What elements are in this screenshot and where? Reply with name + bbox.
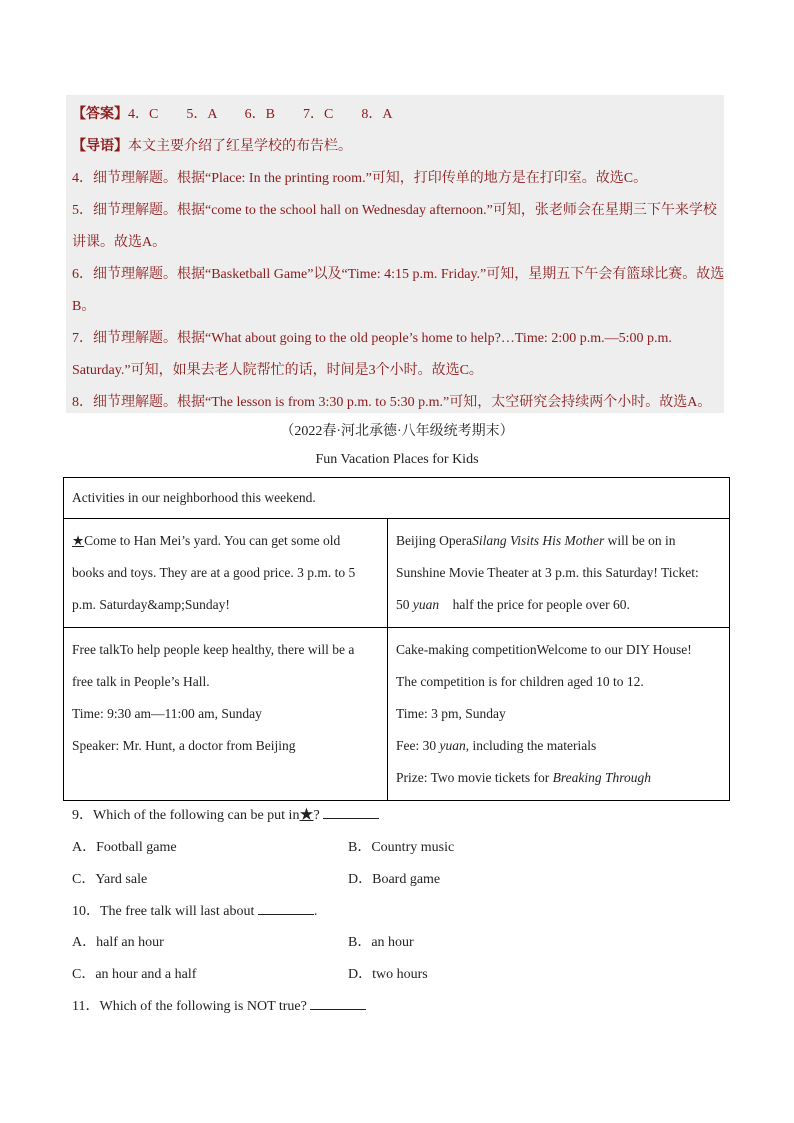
cake-prize: Prize: Two movie tickets for: [396, 770, 553, 785]
yard-line-2: books and toys. They are at a good price. 3 p.m. to 5: [72, 565, 356, 580]
answer-items: 4．C 5．A 6．B 7．C 8．A: [128, 107, 393, 122]
opera-line-2: Sunshine Movie Theater at 3 p.m. this Saturday! Ticket:: [396, 565, 699, 580]
opera-discount: half the price for people over 60.: [439, 597, 630, 612]
question-source: （2022春·河北承德·八年级统考期末）: [280, 424, 514, 439]
q10-stem: 10．The free talk will last about: [72, 904, 258, 919]
q9-option-b: B．Country music: [348, 840, 455, 855]
q10-option-b: B．an hour: [348, 935, 414, 950]
q9-option-d: D．Board game: [348, 872, 441, 887]
yard-sale-cell: [64, 519, 388, 628]
notice-table: [63, 477, 730, 801]
opera-line-1: [396, 525, 721, 557]
guide-tag: 【导语】: [72, 139, 128, 154]
answer-blank: [258, 902, 314, 915]
cake-competition-cell: [388, 628, 730, 801]
explanation-6: 6．细节理解题。根据“Basketball Game”以及“Time: 4:15 p.m. Friday.”可知，星期五下午会有篮球比赛。故选: [72, 267, 725, 282]
explanation-4: 4．细节理解题。根据“Place: In the printing room.”可知，打印传单的地方是在打印室。故选C。: [72, 171, 648, 186]
q10-stem-end: .: [313, 904, 318, 919]
explanation-7-cont: Saturday.”可知，如果去老人院帮忙的话，时间是3个小时。故选C。: [72, 363, 483, 378]
star-icon: ★: [72, 533, 85, 548]
cake-movie-title: Breaking Through: [552, 770, 652, 785]
q9-option-c: C．Yard sale: [72, 872, 148, 887]
cake-line-4: [396, 730, 721, 762]
question-10: [72, 900, 317, 920]
talk-line-1: Free talkTo help people keep healthy, there will be a: [72, 642, 355, 657]
yard-text-1: Come to Han Mei’s yard. You can get some old: [84, 533, 341, 548]
talk-line-4: Speaker: Mr. Hunt, a doctor from Beijing: [72, 738, 296, 753]
q10-option-a: A．half an hour: [72, 935, 164, 950]
q9-stem: 9．Which of the following can be put in: [72, 808, 300, 823]
cake-line-3: Time: 3 pm, Sunday: [396, 706, 506, 721]
answer-blank: [323, 806, 379, 819]
opera-title: Silang Visits His Mother: [472, 533, 605, 548]
answer-blank: [310, 997, 366, 1010]
explanation-6-cont: B。: [72, 299, 96, 314]
q10-option-d: D．two hours: [348, 967, 428, 982]
opera-text-1c: will be on in: [604, 533, 676, 548]
cake-line-5: [396, 762, 721, 794]
q11-stem: 11．Which of the following is NOT true?: [72, 999, 311, 1014]
opera-line-3: [396, 589, 721, 621]
cake-line-1: Cake-making competitionWelcome to our DIY House!: [396, 642, 692, 657]
question-9: [72, 804, 379, 824]
guide-text: 本文主要介绍了红星学校的布告栏。: [128, 139, 352, 154]
passage-title: Fun Vacation Places for Kids: [315, 452, 479, 467]
talk-line-2: free talk in People’s Hall.: [72, 674, 210, 689]
answer-explanation-box: [66, 95, 724, 413]
talk-line-3: Time: 9:30 am—11:00 am, Sunday: [72, 706, 262, 721]
opera-cell: [388, 519, 730, 628]
answer-tag: 【答案】: [72, 107, 128, 122]
explanation-8: 8．细节理解题。根据“The lesson is from 3:30 p.m. to 5:30 p.m.”可知，太空研究会持续两个小时。故选A。: [72, 395, 712, 410]
star-icon: ★: [299, 808, 314, 823]
guide-line: [72, 135, 352, 155]
explanation-5: 5．细节理解题。根据“come to the school hall on Wednesday afternoon.”可知，张老师会在星期三下午来学校: [72, 203, 717, 218]
yard-line-1: [72, 525, 379, 557]
cake-fee-note: , including the materials: [465, 738, 597, 753]
explanation-7: 7．细节理解题。根据“What about going to the old people’s home to help?…Time: 2:00 p.m.—5:00 p.m.: [72, 331, 672, 346]
opera-price: 50: [396, 597, 413, 612]
q9-stem-end: ?: [313, 808, 324, 823]
explanation-5-cont: 讲课。故选A。: [72, 235, 167, 250]
opera-currency: yuan: [412, 597, 440, 612]
q10-option-c: C．an hour and a half: [72, 967, 197, 982]
question-11: [72, 995, 366, 1015]
cake-line-2: The competition is for children aged 10 to 12.: [396, 674, 644, 689]
cake-currency: yuan: [439, 738, 466, 753]
cake-fee: Fee: 30: [396, 738, 440, 753]
answer-line: [72, 103, 392, 123]
opera-text-1a: Beijing Opera: [396, 533, 473, 548]
yard-line-3: p.m. Saturday&amp;Sunday!: [72, 597, 230, 612]
notice-header: Activities in our neighborhood this weekend.: [64, 478, 730, 519]
free-talk-cell: [64, 628, 388, 801]
q9-option-a: A．Football game: [72, 840, 177, 855]
